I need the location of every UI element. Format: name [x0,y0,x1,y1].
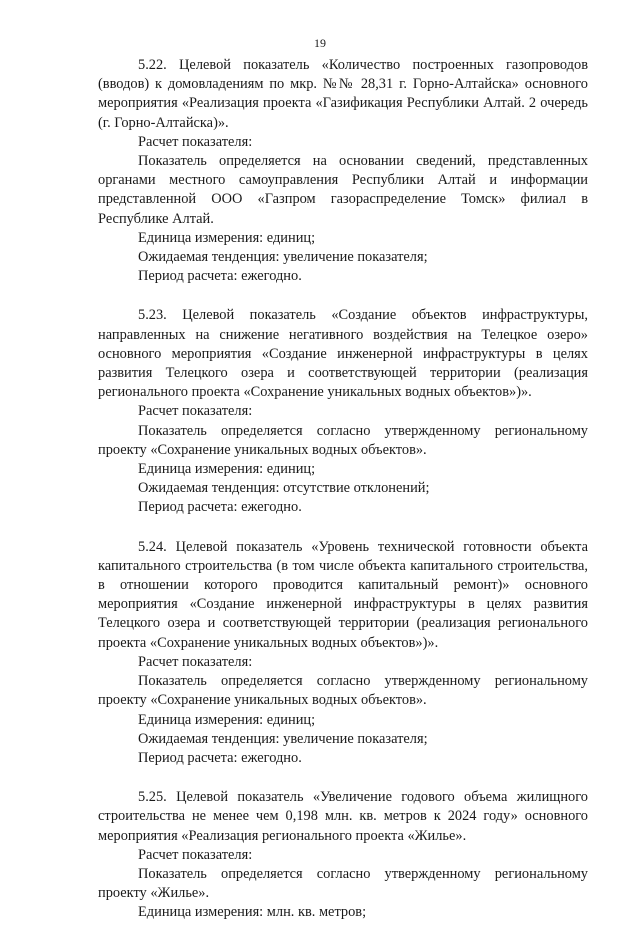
indicator-section-5-25 [98,788,588,922]
indicator-title: 5.22. Целевой показатель «Количество построенных газопроводов (вводов) к домовладениям по мкр. №№ 28,31 г. Горно-Алтайска» основного мероприятия «Реализация проекта «Газификация Республики Алтай. 2 очередь (г. Горно-Алтайска)». [98,57,588,131]
expected-trend: Ожидаемая тенденция: отсутствие отклонений; [138,480,430,497]
indicator-title: 5.23. Целевой показатель «Создание объектов инфраструктуры, направленных на снижение негативного воздействия на Телецкое озеро» основного мероприятия «Создание инженерной инфраструктуры в целях развития Телецкого озера и соответствующей территории (реализация регионального проекта «Сохранение уникальных водных объектов»)». [98,307,588,401]
indicator-section-5-22 [98,56,588,286]
indicator-title: 5.25. Целевой показатель «Увеличение годового объема жилищного строительства не менее чем 0,198 млн. кв. метров к 2024 году» основного мероприятия «Реализация регионального проекта «Жилье». [98,789,588,844]
calculation-label: Расчет показателя: [138,133,253,150]
page-number: 19 [314,36,326,50]
unit-of-measure: Единица измерения: единиц; [138,461,316,478]
unit-of-measure: Единица измерения: единиц; [138,229,316,246]
calculation-label: Расчет показателя: [138,653,253,670]
calculation-period: Период расчета: ежегодно. [138,749,302,766]
document-body [98,56,588,943]
indicator-section-5-24 [98,538,588,768]
indicator-title: 5.24. Целевой показатель «Уровень технической готовности объекта капитального строительства (в том числе объекта капитального строительства, в отношении которого проводится капитальный ремонт)» основного мероприятия «Создание инженерной инфраструктуры в целях развития Телецкого озера и соответствующей территории (реализация регионального проекта «Сохранение уникальных водных объектов»)». [98,538,588,651]
unit-of-measure: Единица измерения: единиц; [138,711,316,728]
calculation-text: Показатель определяется на основании сведений, представленных органами местного самоуправления Республики Алтай и информации представленной ООО «Газпром газораспределение Томск» филиал в Республике Алтай. [98,153,588,227]
expected-trend: Ожидаемая тенденция: увеличение показателя; [138,730,428,747]
calculation-period: Период расчета: ежегодно. [138,499,302,516]
expected-trend: Ожидаемая тенденция: увеличение показателя; [138,249,428,266]
unit-of-measure: Единица измерения: млн. кв. метров; [138,904,367,921]
calculation-period: Период расчета: ежегодно. [138,268,302,285]
indicator-section-5-23 [98,306,588,517]
calculation-text: Показатель определяется согласно утвержденному региональному проекту «Сохранение уникальных водных объектов». [98,673,588,709]
calculation-text: Показатель определяется согласно утвержденному региональному проекту «Сохранение уникальных водных объектов». [98,422,588,458]
calculation-text: Показатель определяется согласно утвержденному региональному проекту «Жилье». [98,865,588,902]
calculation-label: Расчет показателя: [138,403,253,420]
calculation-label: Расчет показателя: [138,846,253,863]
